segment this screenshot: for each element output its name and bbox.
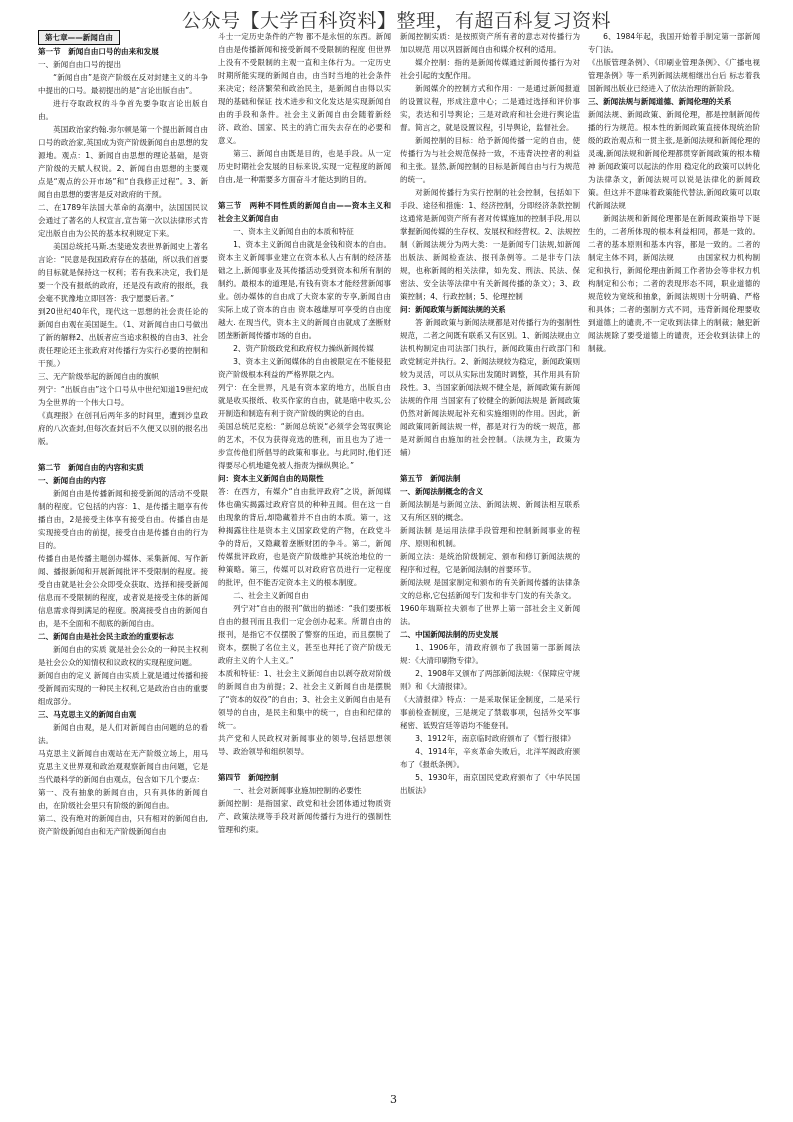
paragraph: 马克思主义新闻自由观站在无产阶级立场上，用马克思主义世界观和政治观观察新闻自由问题，它是当代最科学的新闻自由观点，包含如下几个要点： xyxy=(38,749,208,784)
section-heading: 二、中国新闻法制的历史发展 xyxy=(400,630,499,639)
section-heading: 三、马克思主义的新闻自由观 xyxy=(38,710,137,719)
paragraph: 1、资本主义新闻自由就是金钱和资本的自由。资本主义新闻事业建立在资本私人占有制的经济基础之上,新闻事业及其传播活动受到资本和所有制的制约。最根本的道理是,有钱有资本才能经营新闻事业。创办媒体的自由成了大资本家的专享,新闻自由实际上成了资本的自由 资本越雄厚可享受的自由度越大. 在现当代，资本主义的新闻自由就成了垄断财团垄断新闻传播市场的自由。 xyxy=(218,240,391,340)
paragraph: 到20世纪40年代，现代这一思想的社会责任论的新闻自由观在美国诞生。（1、对新闻自由口号做出了新的解释2、出版者应当追求积极的自由3、社会责任理论还主张政府对传播行为实行必要的控制和干预。） xyxy=(38,307,208,368)
paragraph: “新闻自由”是资产阶级在反对封建主义的斗争中提出的口号。最初提出的是“言论出版自由”。 xyxy=(38,73,208,95)
paragraph: 一、社会对新闻事业施加控制的必要性 xyxy=(233,786,362,795)
section-heading: 问：新闻政策与新闻法规的关系 xyxy=(400,305,506,314)
section-heading: 一、新闻自由的内容 xyxy=(38,476,106,485)
paragraph: 2、1908年又颁布了两部新闻法规：《保障应守规则》和《大清报律》。 xyxy=(400,669,580,691)
paragraph: 新闻自由的实质 就是社会公众的一种民主权利 是社会公众的知情权和议政权的实现程度问题。 xyxy=(38,645,208,667)
paragraph: 新闻立法：是统治阶级制定、颁布和修订新闻法规的程序和过程，它是新闻法制的首要环节。 xyxy=(400,552,580,574)
paragraph: 传播自由是传播主题创办媒体、采集新闻、写作新闻、播报新闻和开展新闻批评不受限制的程度。接受自由就是社会公众即受众获取、选择和接受新闻信息而不受限制的程度，或者说是接受主体的新闻信息需求得到满足的程度。脱离接受自由的新闻自由，是不全面和不彻底的新闻自由。 xyxy=(38,554,208,628)
paragraph: 答：在西方，有媒介“自由批评政府”之说，新闻媒体也确实揭露过政府官员的种种丑闻。但在这一自由现象的背后,却隐藏着并不自由的本质。第一，这种揭露往往是资本主义国家政党的产物，在政党斗争的背后，又隐藏着垄断财团的争斗。第二，新闻传媒批评政府，也是资产阶级维护其统治地位的一种策略。第三，传媒可以对政府官员进行一定程度的批评，但不能否定资本主义的根本制度。 xyxy=(218,487,391,587)
paragraph: 第一、没有抽象的新闻自由，只有具体的新闻自由，在阶级社会里只有阶级的新闻自由。 xyxy=(38,788,208,810)
paragraph: 3、资本主义新闻媒体的自由被限定在不能侵犯资产阶级根本利益的严格界限之内。 xyxy=(218,357,391,379)
paragraph: 4、1914年，辛亥革命失败后，北洋军阀政府颁布了《报纸条例》。 xyxy=(400,747,580,769)
text-column-4 xyxy=(588,30,760,1100)
text-column-3 xyxy=(400,30,580,1100)
chapter-title: 第七章——新闻自由 xyxy=(38,30,120,45)
paragraph: 《大清报律》特点：一是采取保证金制度，二是采行事前检查制度，三是规定了禁载事项，包括外交军事秘密、诋毁宫廷等语均不能登刊。 xyxy=(400,695,580,730)
paragraph: 新闻法规、新闻政策、新闻伦理，都是控制新闻传播的行为规范。根本性的新闻政策直接体现统治阶级的政治观点和一贯主张,是新闻法规和新闻伦理的灵魂,新闻法规和新闻伦理都贯穿新闻政策的根本精神 新闻政策可以起法的作用 稳定化的政策可以转化为法律条文，新闻法规可以说是法律化的新闻政策。但这并不意味着政策能代替法,新闻政策可以取代新闻法规 xyxy=(588,110,760,210)
paragraph: 新闻控制：是指国家、政党和社会团体通过物质资产、政策法规等手段对新闻传播行为进行的强制性管理和约束。 xyxy=(218,799,391,834)
paragraph: 新闻控制的目标：给予新闻传播一定的自由，使传播行为与社会规范保持一致，不违背决控者的利益和主张。显然,新闻控制的目标是新闻自由与行为规范的统一。 xyxy=(400,136,580,184)
paragraph: 新闻媒介的控制方式和作用：一是通过新闻报道的设置议程，形成注意中心；二是通过选择和评价事实，表达和引导舆论；三是对政府和社会进行舆论监督。简言之，就是设置议程，引导舆论，监督社会。 xyxy=(400,84,580,132)
paragraph: 列宁对“自由的报刊”做出的描述：“我们要那板自由的报刊而且我们一定会创办起来。所谓自由的报刊，是指它不仅摆脱了警察的压迫，而且摆脱了资本，摆脱了名位主义，甚至也拜托了资产阶级无政府主义的个人主义。” xyxy=(218,604,391,665)
paragraph: 新闻法制是与新闻立法、新闻法规、新闻法相互联系又有所区别的概念。 xyxy=(400,500,580,522)
paragraph: 第三、新闻自由既是目的，也是手段。从一定历史时期社会发展的目标来说,实现一定程度的新闻自由,是一种需要多方面奋斗才能达到的目的。 xyxy=(218,149,391,184)
paragraph: 新闻自由的定义 新闻自由实质上就是通过传播和接受新闻而实现的一种民主权利,它是政治自由的重要组成部分。 xyxy=(38,671,208,706)
paragraph: 列宁：“出版自由”这个口号从中世纪知道19世纪成为全世界的一个伟大口号。 xyxy=(38,385,208,407)
paragraph: 英国政治家约翰.弥尔顿是第一个提出新闻自由口号的政治家,英国成为资产阶级新闻自由思想的发源地。观点：1、新闻自由思想的理论基础，是资产阶级的天赋人权说。2、新闻自由思想的主要观点是“观点的公开市场”和“自我修正过程”。3、新闻自由思想的要害是反对政府的干预。 xyxy=(38,125,208,199)
paragraph: 新闻控制实质：是按照资产所有者的意志对传播行为加以规范 用以巩固新闻自由和媒介权利的适用。 xyxy=(400,32,580,54)
paragraph: 新闻法规 是国家制定和颁布的有关新闻传播的法律条文的总称,它包括新闻专门发和非专门发的有关条文。 xyxy=(400,578,580,600)
paragraph: 斗士一定历史条件的产物 都不是永恒的东西。新闻自由是传播新闻和接受新闻不受限制的程度 但世界上没有不受限制的主观一直和主体行为。一定历史时期所能实现的新闻自由，由当时当地的社会条件来决定；经济繁荣和政治民主，是新闻自由得以实现的基础和保证 技术进步和文化发达是实现新闻自由的手段和条件。社会主义新闻自由会随着新经济、政治、国家、民主的消亡而失去存在的必要和意义。 xyxy=(218,32,391,145)
text-column-1 xyxy=(38,30,208,1100)
paragraph: 列宁：在全世界，凡是有资本家的地方，出版自由就是收买报纸、收买作家的自由，就是暗中收买,公开制造和制造有利于资产阶级的舆论的自由。 xyxy=(218,383,391,418)
section-heading: 三、新闻法规与新闻道德、新闻伦理的关系 xyxy=(588,97,732,106)
paragraph-spacer xyxy=(218,758,391,771)
paragraph: 共产党和人民政权对新闻事业的领导,包括思想领导、政治领导和组织领导。 xyxy=(218,734,391,756)
section-heading: 第五节 新闻法制 xyxy=(400,474,461,483)
paragraph: 一、资本主义新闻自由的本质和特征 xyxy=(233,227,354,236)
text-column-2 xyxy=(218,30,391,1100)
paragraph: 2、资产阶级政党和政府权力操纵新闻传媒 xyxy=(233,344,374,353)
paragraph: 6、1984年起，我国开始着手制定第一部新闻专门法。 xyxy=(588,32,760,54)
paragraph: 《真理报》在创刊后两年多的时间里，遭到沙皇政府的八次查封,但每次查封后不久便又以别的报名出版。 xyxy=(38,411,208,446)
paragraph: 美国总统尼克松：“新闻总统说“必须学会驾驭舆论的艺术，不仅为获得竞选的胜利，而且也为了进一步宣传他们所倡导的政策和事业。与此同时,他们还得要尽心机地避免被人指责为操纵舆论。” xyxy=(218,422,391,470)
paragraph-spacer xyxy=(218,186,391,199)
paragraph: 1960年瑞斯拉夫颁布了世界上第一部社会主义新闻法。 xyxy=(400,604,580,626)
paragraph: 新闻自由是传播新闻和接受新闻的活动不受限制的程度。它包括的内容：1、是传播主题享有传播自由，2是接受主体享有接受自由。传播自由是实现接受自由的前提，接受自由是传播自由的行为目的。 xyxy=(38,489,208,550)
watermark-header: 公众号【大学百科资料】整理，有超百科复习资料 xyxy=(181,10,611,32)
paragraph: 第二、没有绝对的新闻自由，只有相对的新闻自由,资产阶级新闻自由和无产阶级新闻自由 xyxy=(38,814,208,836)
paragraph: 新闻法规和新闻伦理都是在新闻政策指导下诞生的，二者所体现的根本利益相同，都是一致的。二者的基本原则和基本内容，都是一致的。二者的制定主体不同，新闻法规 由国家权力机构制定和执行，新闻伦理由新闻工作者协会等非权力机构制定和公布；二者的表现形态不同，职业道德的规范较为宽统和抽象，新闻法规则十分明确、严格和具体；二者的强制方式不同，违背新闻伦理要收到道德上的谴责,不一定收到法律上的制裁；触犯新闻法规除了要受道德上的谴责，还会收到法律上的制裁。 xyxy=(588,214,760,353)
section-heading: 第三节 两种不同性质的新闻自由——资本主义和社会主义新闻自由 xyxy=(218,201,391,223)
paragraph: 3、1912年，南京临时政府颁布了《暂行报律》 xyxy=(415,734,575,743)
paragraph: 新闻法制 是运用法律手段管理和控制新闻事业的程序、原则和机制。 xyxy=(400,526,580,548)
section-heading: 第四节 新闻控制 xyxy=(218,773,279,782)
paragraph: 二、在1789年法国大革命的高潮中，法国国民议会通过了著名的人权宣言,宣告第一次以法律形式肯定出版自由为公民的基本权利规定下来。 xyxy=(38,203,208,238)
paragraph: 进行夺取政权的斗争首先要争取言论出版自由。 xyxy=(38,99,208,121)
paragraph-spacer xyxy=(400,459,580,472)
paragraph: 一、新闻自由口号的提出 xyxy=(38,60,122,69)
paragraph: 三、无产阶级举起的新闻自由的旗帜 xyxy=(38,372,159,381)
paragraph: 新闻自由观，是人们对新闻自由问题的总的看法。 xyxy=(38,723,208,745)
paragraph: 《出版管理条例》、《印刷业管理条例》、《广播电视管理条例》等一系列新闻法规相继出台后 标志着我国新闻出版业已经进入了依法治理的新阶段。 xyxy=(588,58,760,93)
section-heading: 二、新闻自由是社会民主政治的重要标志 xyxy=(38,632,174,641)
paragraph: 5、1930年，南京国民党政府颁布了《中华民国出版法》 xyxy=(400,773,580,795)
section-heading: 问：资本主义新闻自由的局限性 xyxy=(218,474,324,483)
paragraph: 美国总统托马斯.杰斐逊发表世界新闻史上著名言论：“民意是我国政府存在的基础，所以我们首要的目标就是保持这一权利；若有我来决定，我们是要一个没有报纸的政府，还是没有政府的报纸，我会毫不犹豫地立即回答：我宁愿要后者。” xyxy=(38,242,208,303)
page-number: 3 xyxy=(390,1093,397,1106)
paragraph: 对新闻传播行为实行控制的社会控制，包括如下手段、途径和措施：1、经济控制，分即经济条款控制 这通常是新闻资产所有者对传媒施加的控制手段,用以掌握新闻传媒的生存权、发展权和经营权。2、法规控制（新闻法规分为两大类：一是新闻专门法规,如新闻出版法、新闻检查法、报刊条例等。二是非专门法规，也称新闻的相关法律，如先发、刑法、民法、保密法、安全法等法律中有关新闻传播的条文）；3、政策控制；4、行政控制；5、伦理控制 xyxy=(400,188,580,301)
section-heading: 第二节 新闻自由的内容和实质 xyxy=(38,463,144,472)
paragraph: 答 新闻政策与新闻法规都是对传播行为的强制性规范，二者之间既有联系又有区别。1、新闻法规由立法机构制定由司法部门执行，新闻政策由行政部门和政党制定并执行。2、新闻法规较为稳定，新闻政策则较为灵活，可以从实际出发随时调整，其作用具有阶段性。3、当国家新闻法规不健全是，新闻政策有新闻法规的作用 当国家有了较健全的新闻法规是 新闻政策仍然对新闻法规起补充和实施细则的作用。因此，新闻政策同新闻法规一样，都是对行为的统一规范，都是对新闻自由施加的社会控制。（法规为主，政策为辅） xyxy=(400,318,580,457)
section-heading: 一、新闻法制概念的含义 xyxy=(400,487,484,496)
paragraph: 本质和特征：1、社会主义新闻自由以剥夺敌对阶级的新闻自由为前提；2、社会主义新闻自由是摆脱了“资本的奴役”的自由；3、社会主义新闻自由是有领导的自由，是民主和集中的统一，自由和纪律的统一。 xyxy=(218,669,391,730)
paragraph: 二、社会主义新闻自由 xyxy=(233,591,309,600)
paragraph-spacer xyxy=(38,448,208,461)
paragraph: 1、1906年，清政府颁布了我国第一部新闻法规：《大清印刷物专律》。 xyxy=(400,643,580,665)
section-heading: 第一节 新闻自由口号的由来和发展 xyxy=(38,47,159,56)
paragraph: 媒介控制：指的是新闻传媒通过新闻传播行为对社会引起的支配作用。 xyxy=(400,58,580,80)
